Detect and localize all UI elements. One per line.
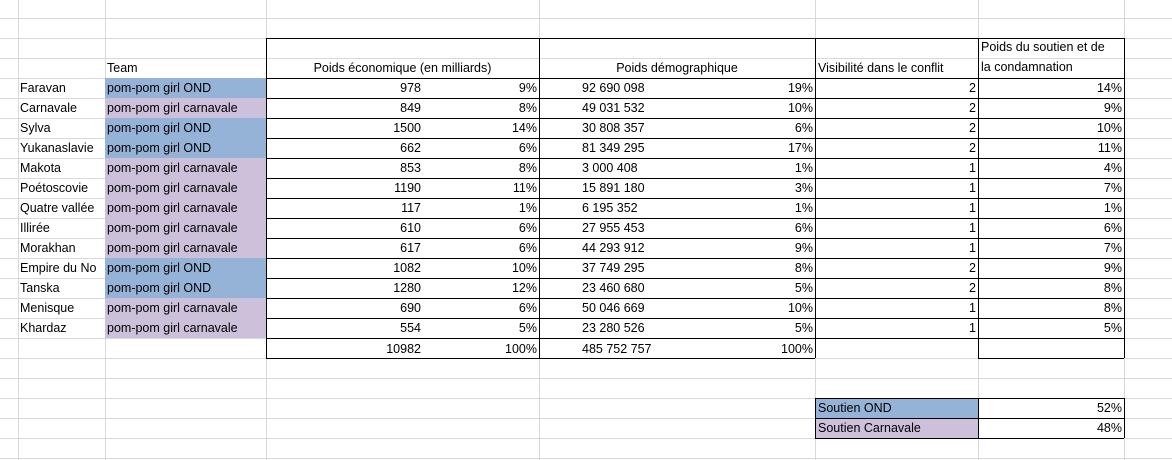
- cell-visibility[interactable]: 2: [969, 141, 976, 155]
- cell-economic[interactable]: 849: [400, 101, 421, 115]
- column-border: [1124, 38, 1125, 338]
- cell-population[interactable]: 30 808 357: [582, 121, 645, 135]
- cell-visibility[interactable]: 1: [969, 201, 976, 215]
- cell-population[interactable]: 37 749 295: [582, 261, 645, 275]
- cell-economic[interactable]: 617: [400, 241, 421, 255]
- cell-population-percent[interactable]: 8%: [794, 261, 813, 275]
- cell-support-weight[interactable]: 11%: [1097, 141, 1122, 155]
- summary-ond-value[interactable]: 52%: [1096, 401, 1122, 415]
- row-border: [266, 218, 1124, 219]
- row-border: [266, 98, 1124, 99]
- cell-population[interactable]: 27 955 453: [582, 221, 645, 235]
- cell-population-percent[interactable]: 5%: [794, 281, 813, 295]
- total-economic[interactable]: 10982: [386, 342, 421, 356]
- cell-economic[interactable]: 978: [400, 81, 421, 95]
- cell-economic-percent[interactable]: 6%: [518, 241, 537, 255]
- cell-country[interactable]: Sylva: [20, 121, 51, 135]
- cell-economic[interactable]: 690: [400, 301, 421, 315]
- cell-economic-percent[interactable]: 9%: [518, 81, 537, 95]
- summary-ond-label[interactable]: Soutien OND: [815, 398, 978, 418]
- cell-economic-percent[interactable]: 14%: [511, 121, 537, 135]
- header-support-weight-line2[interactable]: la condamnation: [981, 60, 1073, 74]
- column-border: [539, 38, 540, 358]
- cell-team[interactable]: pom-pom girl OND: [105, 138, 266, 158]
- cell-economic-percent[interactable]: 8%: [518, 101, 537, 115]
- cell-country[interactable]: Morakhan: [20, 241, 76, 255]
- row-border: [266, 318, 1124, 319]
- cell-country[interactable]: Empire du No: [20, 261, 97, 275]
- row-border: [266, 118, 1124, 119]
- cell-country[interactable]: Tanska: [20, 281, 60, 295]
- cell-support-weight[interactable]: 7%: [1103, 181, 1122, 195]
- cell-support-weight[interactable]: 5%: [1103, 321, 1122, 335]
- cell-visibility[interactable]: 2: [969, 81, 976, 95]
- cell-economic[interactable]: 610: [400, 221, 421, 235]
- cell-visibility[interactable]: 1: [969, 221, 976, 235]
- header-team[interactable]: Team: [107, 61, 138, 75]
- row-border: [266, 138, 1124, 139]
- cell-population-percent[interactable]: 19%: [787, 81, 813, 95]
- cell-population-percent[interactable]: 6%: [794, 221, 813, 235]
- cell-economic[interactable]: 1082: [393, 261, 421, 275]
- cell-economic-percent[interactable]: 10%: [511, 261, 537, 275]
- cell-economic-percent[interactable]: 6%: [518, 221, 537, 235]
- cell-team[interactable]: pom-pom girl carnavale: [105, 318, 266, 338]
- total-economic-percent[interactable]: 100%: [505, 342, 537, 356]
- row-border: [266, 238, 1124, 239]
- cell-economic-percent[interactable]: 6%: [518, 141, 537, 155]
- cell-country[interactable]: Yukanaslavie: [20, 141, 94, 155]
- cell-population[interactable]: 49 031 532: [582, 101, 645, 115]
- summary-carnavale-label[interactable]: Soutien Carnavale: [815, 418, 978, 438]
- header-visibility[interactable]: Visibilité dans le conflit: [818, 61, 944, 75]
- cell-team[interactable]: pom-pom girl carnavale: [105, 98, 266, 118]
- cell-visibility[interactable]: 1: [969, 321, 976, 335]
- column-border: [978, 338, 979, 358]
- row-border: [266, 198, 1124, 199]
- summary-carnavale-value[interactable]: 48%: [1096, 421, 1122, 435]
- cell-population[interactable]: 92 690 098: [582, 81, 645, 95]
- row-border: [266, 278, 1124, 279]
- cell-population-percent[interactable]: 17%: [787, 141, 813, 155]
- cell-population[interactable]: 50 046 669: [582, 301, 645, 315]
- summary-border: [815, 398, 1124, 399]
- total-population-percent[interactable]: 100%: [781, 342, 813, 356]
- table-top-border: [266, 38, 1124, 39]
- row-border: [978, 358, 1124, 359]
- cell-population[interactable]: 3 000 408: [582, 161, 638, 175]
- gridline-horizontal: [0, 18, 1172, 19]
- cell-country[interactable]: Poétoscovie: [20, 181, 89, 195]
- header-economic-weight[interactable]: Poids économique (en milliards): [313, 61, 492, 75]
- cell-team[interactable]: pom-pom girl OND: [105, 258, 266, 278]
- cell-economic-percent[interactable]: 6%: [518, 301, 537, 315]
- cell-population-percent[interactable]: 10%: [787, 301, 813, 315]
- cell-population-percent[interactable]: 5%: [794, 321, 813, 335]
- header-demographic-weight[interactable]: Poids démographique: [616, 61, 738, 75]
- cell-economic[interactable]: 1280: [393, 281, 421, 295]
- cell-population-percent[interactable]: 1%: [794, 201, 813, 215]
- cell-population[interactable]: 15 891 180: [582, 181, 645, 195]
- cell-country[interactable]: Khardaz: [20, 321, 67, 335]
- cell-visibility[interactable]: 2: [969, 121, 976, 135]
- cell-population-percent[interactable]: 10%: [787, 101, 813, 115]
- row-border: [815, 338, 1124, 339]
- cell-country[interactable]: Makota: [20, 161, 61, 175]
- summary-border: [978, 398, 979, 438]
- cell-support-weight[interactable]: 9%: [1103, 101, 1122, 115]
- summary-border: [815, 418, 1124, 419]
- cell-country[interactable]: Quatre vallée: [20, 201, 95, 215]
- column-border: [266, 38, 267, 358]
- cell-team[interactable]: pom-pom girl carnavale: [105, 238, 266, 258]
- table-bottom-border: [266, 358, 815, 359]
- cell-population-percent[interactable]: 1%: [794, 161, 813, 175]
- cell-visibility[interactable]: 1: [969, 161, 976, 175]
- cell-economic[interactable]: 662: [400, 141, 421, 155]
- cell-support-weight[interactable]: 8%: [1103, 301, 1122, 315]
- cell-visibility[interactable]: 2: [969, 281, 976, 295]
- row-border: [266, 78, 1124, 79]
- row-border: [266, 258, 1124, 259]
- cell-economic-percent[interactable]: 8%: [518, 161, 537, 175]
- cell-population-percent[interactable]: 6%: [794, 121, 813, 135]
- cell-team[interactable]: pom-pom girl carnavale: [105, 218, 266, 238]
- cell-team[interactable]: pom-pom girl carnavale: [105, 198, 266, 218]
- cell-visibility[interactable]: 1: [969, 241, 976, 255]
- cell-visibility[interactable]: 2: [969, 261, 976, 275]
- column-border: [815, 38, 816, 358]
- row-border: [266, 158, 1124, 159]
- cell-visibility[interactable]: 1: [969, 181, 976, 195]
- cell-team[interactable]: pom-pom girl OND: [105, 78, 266, 98]
- header-support-weight-line1[interactable]: Poids du soutien et de: [981, 40, 1105, 54]
- summary-border: [815, 398, 816, 438]
- column-border: [1124, 338, 1125, 358]
- cell-support-weight[interactable]: 4%: [1103, 161, 1122, 175]
- cell-team[interactable]: pom-pom girl OND: [105, 278, 266, 298]
- row-border: [266, 178, 1124, 179]
- cell-country[interactable]: Carnavale: [20, 101, 77, 115]
- cell-support-weight[interactable]: 14%: [1096, 81, 1122, 95]
- cell-economic-percent[interactable]: 11%: [512, 181, 537, 195]
- cell-team[interactable]: pom-pom girl OND: [105, 118, 266, 138]
- cell-population-percent[interactable]: 3%: [794, 181, 813, 195]
- cell-support-weight[interactable]: 6%: [1103, 221, 1122, 235]
- cell-team[interactable]: pom-pom girl carnavale: [105, 178, 266, 198]
- cell-economic[interactable]: 1190: [394, 181, 421, 195]
- cell-population[interactable]: 6 195 352: [582, 201, 638, 215]
- summary-border: [815, 438, 1124, 439]
- gridline-horizontal: [0, 378, 1172, 379]
- cell-support-weight[interactable]: 8%: [1103, 281, 1122, 295]
- cell-economic[interactable]: 853: [400, 161, 421, 175]
- cell-economic[interactable]: 1500: [393, 121, 421, 135]
- cell-population-percent[interactable]: 9%: [794, 241, 813, 255]
- cell-country[interactable]: Menisque: [20, 301, 75, 315]
- cell-economic-percent[interactable]: 5%: [518, 321, 537, 335]
- cell-economic[interactable]: 117: [401, 201, 421, 215]
- cell-visibility[interactable]: 2: [969, 101, 976, 115]
- cell-support-weight[interactable]: 10%: [1096, 121, 1122, 135]
- cell-support-weight[interactable]: 1%: [1103, 201, 1122, 215]
- cell-population[interactable]: 23 460 680: [582, 281, 645, 295]
- gridline-horizontal: [0, 458, 1172, 459]
- row-border: [266, 298, 1124, 299]
- cell-economic-percent[interactable]: 1%: [518, 201, 537, 215]
- cell-country[interactable]: Illirée: [20, 221, 50, 235]
- cell-economic[interactable]: 554: [400, 321, 421, 335]
- cell-population[interactable]: 81 349 295: [582, 141, 645, 155]
- cell-support-weight[interactable]: 7%: [1103, 241, 1122, 255]
- cell-visibility[interactable]: 1: [969, 301, 976, 315]
- cell-team[interactable]: pom-pom girl carnavale: [105, 158, 266, 178]
- summary-border: [1124, 398, 1125, 438]
- cell-support-weight[interactable]: 9%: [1103, 261, 1122, 275]
- cell-team[interactable]: pom-pom girl carnavale: [105, 298, 266, 318]
- cell-country[interactable]: Faravan: [20, 81, 66, 95]
- total-population[interactable]: 485 752 757: [582, 342, 652, 356]
- cell-population[interactable]: 23 280 526: [582, 321, 645, 335]
- cell-population[interactable]: 44 293 912: [582, 241, 645, 255]
- column-border: [978, 38, 979, 338]
- cell-economic-percent[interactable]: 12%: [511, 281, 537, 295]
